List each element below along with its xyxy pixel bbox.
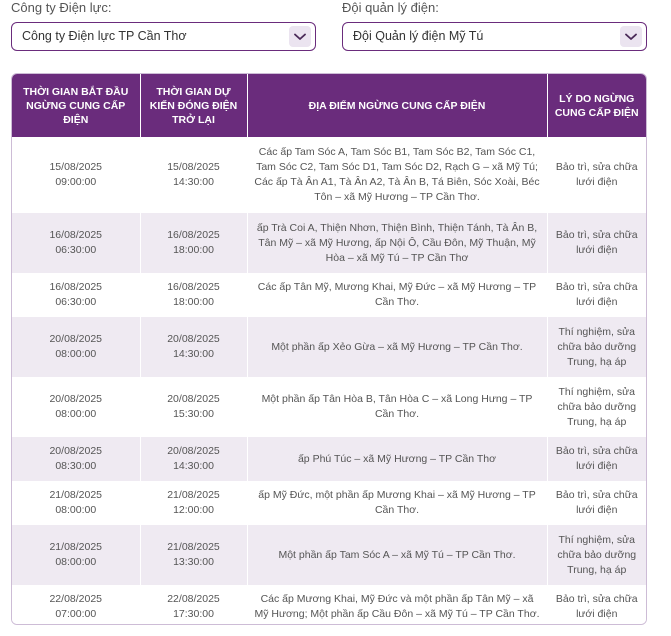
end-cell xyxy=(140,481,247,525)
end-time: 14:30:00 xyxy=(173,460,214,472)
end-cell xyxy=(140,585,247,625)
reason-cell: Bảo trì, sửa chữa lưới điện xyxy=(547,585,646,625)
start-cell xyxy=(12,273,140,317)
end-time: 17:30:00 xyxy=(173,608,214,620)
end-time: 14:30:00 xyxy=(173,348,214,360)
header-reason: LÝ DO NGỪNG CUNG CẤP ĐIỆN xyxy=(547,74,646,137)
table-row xyxy=(12,213,646,273)
team-select-value: Đội Quản lý điện Mỹ Tú xyxy=(353,29,484,43)
start-time: 08:00:00 xyxy=(55,408,97,420)
start-date: 15/08/2025 xyxy=(49,161,103,173)
location-cell: ấp Mỹ Đức, một phần ấp Mương Khai – xã Mỹ Hương – TP Cần Thơ. xyxy=(247,481,547,525)
location-cell: Một phần ấp Tân Hòa B, Tân Hòa C – xã Long Hưng – TP Cần Thơ. xyxy=(247,377,547,437)
table-header-row xyxy=(12,74,646,137)
start-date: 16/08/2025 xyxy=(49,229,103,241)
start-cell xyxy=(12,317,140,377)
location-cell: Các ấp Tam Sóc A, Tam Sóc B1, Tam Sóc B2, Tam Sóc C1, Tam Sóc C2, Tam Sóc D1, Tam Sóc D2, Rạch G – xã Mỹ Tú; Các ấp Tà Ân A1, Tà Ân A2, Tà Ân B, Tá Biên, Sóc Xoài, Béc Tôn – xã Mỹ Hương – TP Cần Thơ. xyxy=(247,137,547,213)
end-time: 13:30:00 xyxy=(173,556,214,568)
reason-cell: Thí nghiệm, sửa chữa bảo dưỡng Trung, hạ áp xyxy=(547,525,646,585)
team-select[interactable] xyxy=(342,22,647,51)
start-date: 20/08/2025 xyxy=(49,393,103,405)
location-cell: Các ấp Tân Mỹ, Mương Khai, Mỹ Đức – xã Mỹ Hương – TP Cần Thơ. xyxy=(247,273,547,317)
reason-cell: Thí nghiệm, sửa chữa bảo dưỡng Trung, hạ áp xyxy=(547,377,646,437)
end-cell xyxy=(140,137,247,213)
start-cell xyxy=(12,213,140,273)
start-cell xyxy=(12,481,140,525)
table-row xyxy=(12,437,646,481)
reason-cell: Bảo trì, sửa chữa lưới điện xyxy=(547,213,646,273)
start-date: 21/08/2025 xyxy=(49,541,103,553)
start-time: 06:30:00 xyxy=(55,244,97,256)
end-time: 18:00:00 xyxy=(173,296,214,308)
start-cell xyxy=(12,585,140,625)
header-end-time: THỜI GIAN DỰ KIẾN ĐÓNG ĐIỆN TRỞ LẠI xyxy=(140,74,247,137)
chevron-down-icon[interactable] xyxy=(620,26,642,47)
end-cell xyxy=(140,377,247,437)
table-row xyxy=(12,525,646,585)
end-date: 21/08/2025 xyxy=(167,489,220,501)
end-time: 14:30:00 xyxy=(173,176,214,188)
reason-cell: Bảo trì, sửa chữa lưới điện xyxy=(547,437,646,481)
end-cell xyxy=(140,273,247,317)
location-cell: Một phần ấp Tam Sóc A – xã Mỹ Tú – TP Cần Thơ. xyxy=(247,525,547,585)
end-time: 18:00:00 xyxy=(173,244,214,256)
end-date: 16/08/2025 xyxy=(167,281,220,293)
start-cell xyxy=(12,377,140,437)
end-date: 16/08/2025 xyxy=(167,229,220,241)
end-date: 21/08/2025 xyxy=(167,541,220,553)
end-date: 15/08/2025 xyxy=(167,161,220,173)
outage-table-container xyxy=(11,73,647,625)
start-date: 16/08/2025 xyxy=(49,281,103,293)
end-cell xyxy=(140,213,247,273)
start-time: 06:30:00 xyxy=(55,296,97,308)
header-location: ĐỊA ĐIỂM NGỪNG CUNG CẤP ĐIỆN xyxy=(247,74,547,137)
start-date: 20/08/2025 xyxy=(49,333,103,345)
end-date: 20/08/2025 xyxy=(167,393,220,405)
end-date: 20/08/2025 xyxy=(167,333,220,345)
table-row xyxy=(12,317,646,377)
company-filter-label: Công ty Điện lực: xyxy=(11,0,112,15)
company-select[interactable] xyxy=(11,22,316,51)
reason-cell: Bảo trì, sửa chữa lưới điện xyxy=(547,481,646,525)
table-row xyxy=(12,273,646,317)
start-time: 08:00:00 xyxy=(55,504,97,516)
reason-cell: Thí nghiệm, sửa chữa bảo dưỡng Trung, hạ áp xyxy=(547,317,646,377)
reason-cell: Bảo trì, sửa chữa lưới điện xyxy=(547,137,646,213)
start-date: 21/08/2025 xyxy=(49,489,103,501)
start-date: 20/08/2025 xyxy=(49,445,103,457)
team-filter xyxy=(342,0,647,43)
end-cell xyxy=(140,525,247,585)
outage-table xyxy=(12,74,646,625)
chevron-down-icon[interactable] xyxy=(289,26,311,47)
reason-cell: Bảo trì, sửa chữa lưới điện xyxy=(547,273,646,317)
table-row xyxy=(12,585,646,625)
location-cell: Các ấp Mương Khai, Mỹ Đức và một phần ấp Tân Mỹ – xã Mỹ Hương; Một phần ấp Cầu Đôn – xã Mỹ Tú – TP Cần Thơ. xyxy=(247,585,547,625)
company-select-value: Công ty Điện lực TP Cần Thơ xyxy=(22,29,187,43)
end-time: 12:00:00 xyxy=(173,504,214,516)
start-time: 08:00:00 xyxy=(55,348,97,360)
location-cell: ấp Phú Túc – xã Mỹ Hương – TP Cần Thơ xyxy=(247,437,547,481)
table-row xyxy=(12,137,646,213)
table-row xyxy=(12,377,646,437)
start-cell xyxy=(12,137,140,213)
start-date: 22/08/2025 xyxy=(49,593,103,605)
end-cell xyxy=(140,437,247,481)
start-cell xyxy=(12,437,140,481)
company-filter xyxy=(11,0,316,43)
start-time: 08:00:00 xyxy=(55,556,97,568)
start-time: 08:30:00 xyxy=(55,460,97,472)
start-cell xyxy=(12,525,140,585)
end-cell xyxy=(140,317,247,377)
location-cell: Một phần ấp Xẻo Gừa – xã Mỹ Hương – TP Cần Thơ. xyxy=(247,317,547,377)
filter-bar xyxy=(11,0,647,56)
team-filter-label: Đội quản lý điện: xyxy=(342,0,439,15)
end-date: 20/08/2025 xyxy=(167,445,220,457)
end-date: 22/08/2025 xyxy=(167,593,220,605)
location-cell: ấp Trà Coi A, Thiện Nhơn, Thiện Bình, Thiện Tánh, Tà Ân B, Tân Mỹ – xã Mỹ Hương, ấp Nội Ô, Cầu Đôn, Mỹ Thuận, Mỹ Hòa – xã Mỹ Tú – TP Cần Thơ xyxy=(247,213,547,273)
start-time: 07:00:00 xyxy=(55,608,97,620)
header-start-time: THỜI GIAN BẮT ĐẦU NGỪNG CUNG CẤP ĐIỆN xyxy=(12,74,140,137)
start-time: 09:00:00 xyxy=(55,176,97,188)
table-row xyxy=(12,481,646,525)
end-time: 15:30:00 xyxy=(173,408,214,420)
